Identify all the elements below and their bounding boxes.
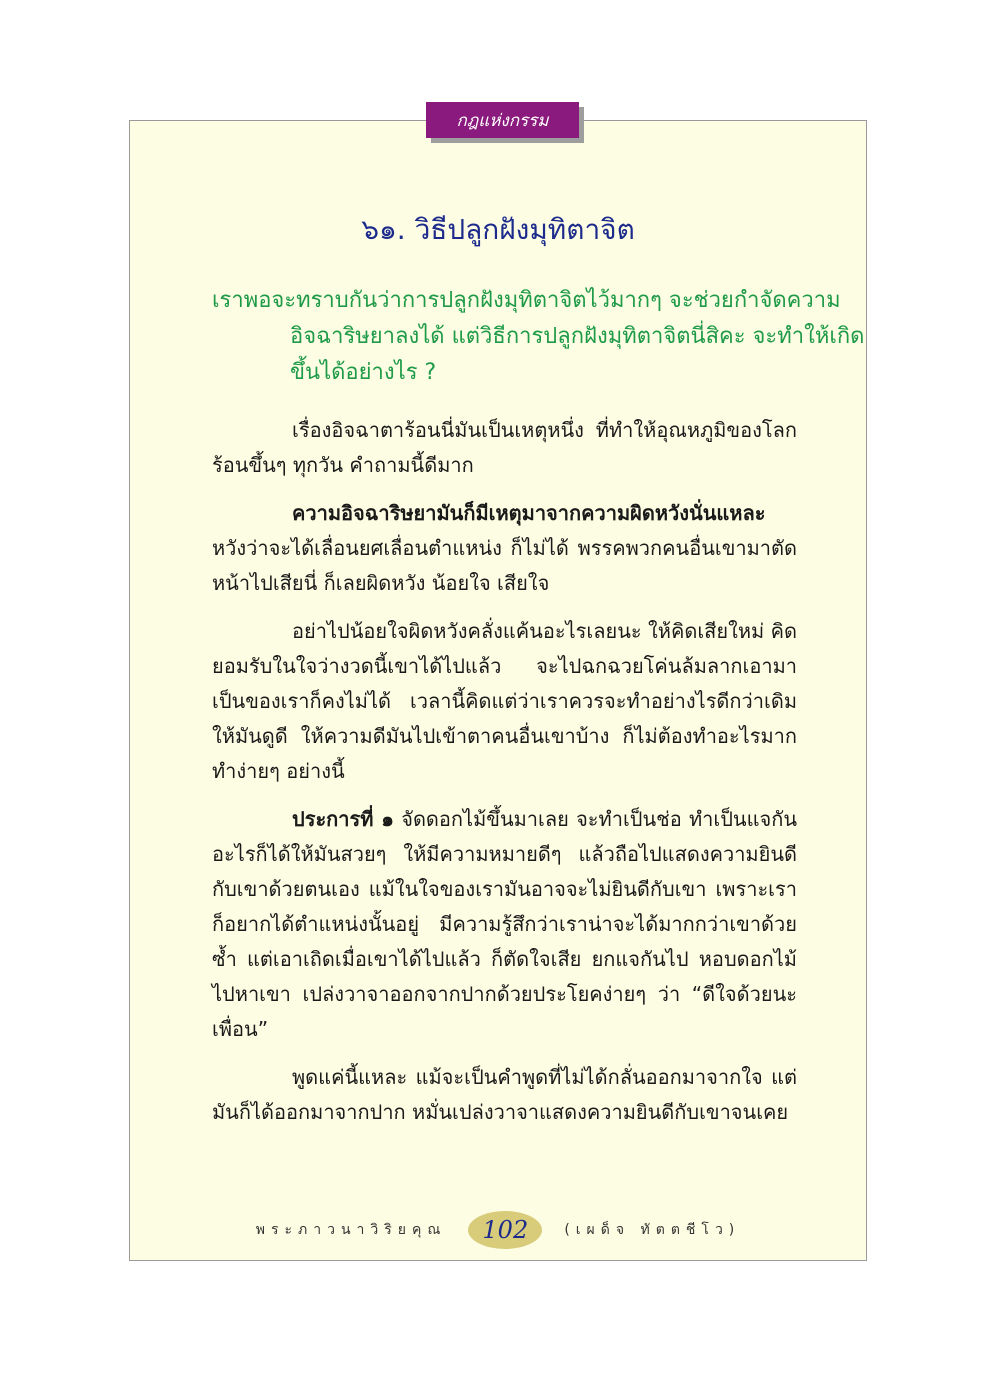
- page-number: 102: [482, 1216, 529, 1244]
- footer-author-name: (เผด็จ ทัตตชีโว): [564, 1222, 741, 1238]
- chapter-title: ๖๑. วิธีปลูกฝังมุทิตาจิต: [361, 213, 635, 246]
- section-tab-label: กฎแห่งกรรม: [456, 110, 549, 131]
- page-footer: [129, 1208, 867, 1252]
- section-tab: [426, 102, 579, 138]
- footer-author: พระภาวนาวิริยคุณ: [255, 1222, 447, 1238]
- paragraph-4-lead: ประการที่ ๑: [292, 807, 394, 831]
- paragraph-1: เรื่องอิจฉาตาร้อนนี่มันเป็นเหตุหนึ่ง ที่ทำให้อุณหภูมิของโลกร้อนขึ้นๆ ทุกวัน คำถามนี้ดีมาก: [212, 418, 797, 477]
- body-text: [212, 413, 797, 1143]
- paragraph-5: พูดแค่นี้แหละ แม้จะเป็นคำพูดที่ไม่ได้กลั่นออกมาจากใจ แต่มันก็ได้ออกมาจากปาก หมั่นเปล่งวาจาแสดงความยินดีกับเขาจนเคย: [212, 1065, 797, 1124]
- paragraph-4-rest: จัดดอกไม้ขึ้นมาเลย จะทำเป็นช่อ ทำเป็นแจกัน อะไรก็ได้ให้มันสวยๆ ให้มีความหมายดีๆ แล้วถือไปแสดงความยินดีกับเขาด้วยตนเอง แม้ในใจของเรามันอาจจะไม่ยินดีกับเขา เพราะเราก็อยากได้ตำแหน่งนั้นอยู่ มีความรู้สึกว่าเราน่าจะได้มากกว่าเขาด้วยซ้ำ แต่เอาเถิดเมื่อเขาได้ไปแล้ว ก็ตัดใจเสีย ยกแจกันไป หอบดอกไม้ไปหาเขา เปล่งวาจาออกจากปากด้วยประโยคง่ายๆ ว่า “ดีใจด้วยนะเพื่อน”: [212, 807, 797, 1041]
- paragraph-2-rest: หวังว่าจะได้เลื่อนยศเลื่อนตำแหน่ง ก็ไม่ได้ พรรคพวกคนอื่นเขามาตัดหน้าไปเสียนี่ ก็เลยผิดหวัง น้อยใจ เสียใจ: [212, 536, 797, 595]
- paragraph-2-lead: ความอิจฉาริษยามันก็มีเหตุมาจากความผิดหวังนั่นแหละ: [292, 501, 766, 525]
- paragraph-2: [212, 496, 797, 601]
- paragraph-3: อย่าไปน้อยใจผิดหวังคลั่งแค้นอะไรเลยนะ ให้คิดเสียใหม่ คิดยอมรับในใจว่างวดนี้เขาได้ไปแล้ว จะไปฉกฉวยโค่นล้มลากเอามาเป็นของเราก็คงไม่ได้ เวลานี้คิดแต่ว่าเราควรจะทำอย่างไรดีกว่าเดิม ให้มันดูดี ให้ความดีมันไปเข้าตาคนอื่นเขาบ้าง ก็ไม่ต้องทำอะไรมาก ทำง่ายๆ อย่างนี้: [212, 619, 797, 783]
- paragraph-4: [212, 802, 797, 1047]
- page-number-badge: [468, 1211, 542, 1249]
- question-text: เราพอจะทราบกันว่าการปลูกฝังมุทิตาจิตไว้มากๆ จะช่วยกำจัดความอิจฉาริษยาลงได้ แต่วิธีการปลูกฝังมุทิตาจิตนี่สิคะ จะทำให้เกิดขึ้นได้อย่างไร ?: [212, 288, 865, 385]
